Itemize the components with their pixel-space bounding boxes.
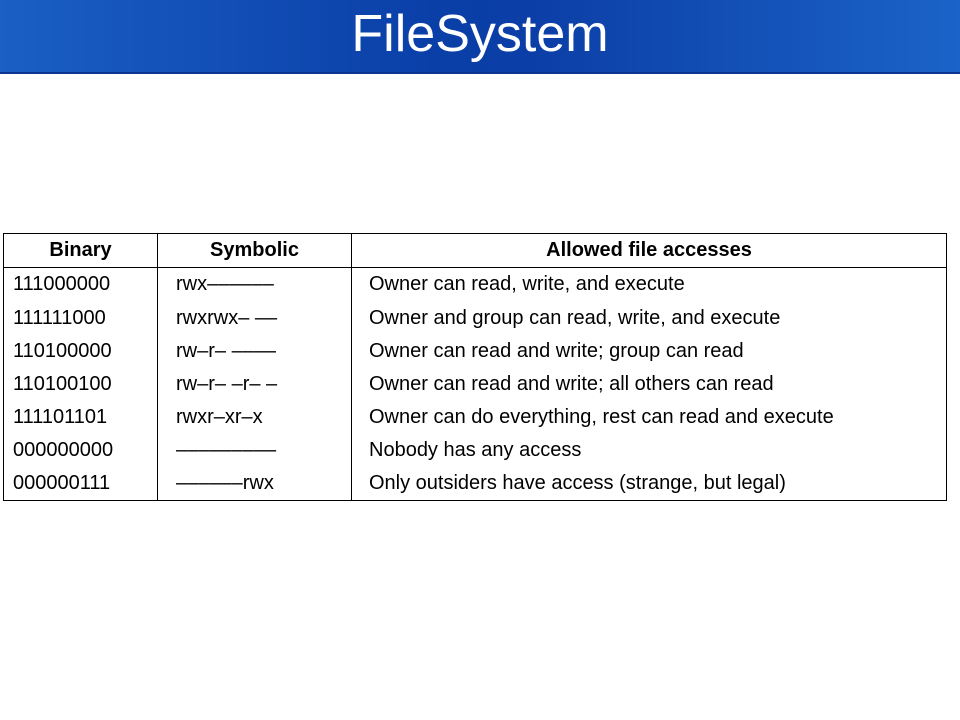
table-row [4, 434, 947, 467]
access-cell: Owner can do everything, rest can read and execute [352, 401, 947, 434]
header-allowed-accesses: Allowed file accesses [352, 234, 947, 268]
table-row [4, 335, 947, 368]
access-cell: Nobody has any access [352, 434, 947, 467]
binary-cell: 000000000 [4, 434, 158, 467]
binary-cell: 000000111 [4, 467, 158, 501]
binary-cell: 111111000 [4, 302, 158, 335]
access-cell: Owner can read and write; group can read [352, 335, 947, 368]
header-symbolic: Symbolic [158, 234, 352, 268]
binary-cell: 111101101 [4, 401, 158, 434]
permissions-table [3, 233, 947, 501]
table-row [4, 368, 947, 401]
access-cell: Only outsiders have access (strange, but legal) [352, 467, 947, 501]
binary-cell: 110100100 [4, 368, 158, 401]
slide-title: FileSystem [351, 5, 609, 63]
binary-cell: 111000000 [4, 268, 158, 302]
symbolic-cell: rw–r– –r– – [158, 368, 352, 401]
access-cell: Owner can read, write, and execute [352, 268, 947, 302]
table-row [4, 467, 947, 501]
binary-cell: 110100000 [4, 335, 158, 368]
symbolic-cell: rwxrwx– –– [158, 302, 352, 335]
title-bar [0, 0, 960, 74]
symbolic-cell: rw–r– –––– [158, 335, 352, 368]
table-row [4, 268, 947, 302]
header-binary: Binary [4, 234, 158, 268]
table-row [4, 302, 947, 335]
symbolic-cell: ––––––rwx [158, 467, 352, 501]
table-row [4, 401, 947, 434]
symbolic-cell: ––––––––– [158, 434, 352, 467]
symbolic-cell: rwx–––––– [158, 268, 352, 302]
access-cell: Owner can read and write; all others can read [352, 368, 947, 401]
table-header-row [4, 234, 947, 268]
symbolic-cell: rwxr–xr–x [158, 401, 352, 434]
access-cell: Owner and group can read, write, and execute [352, 302, 947, 335]
